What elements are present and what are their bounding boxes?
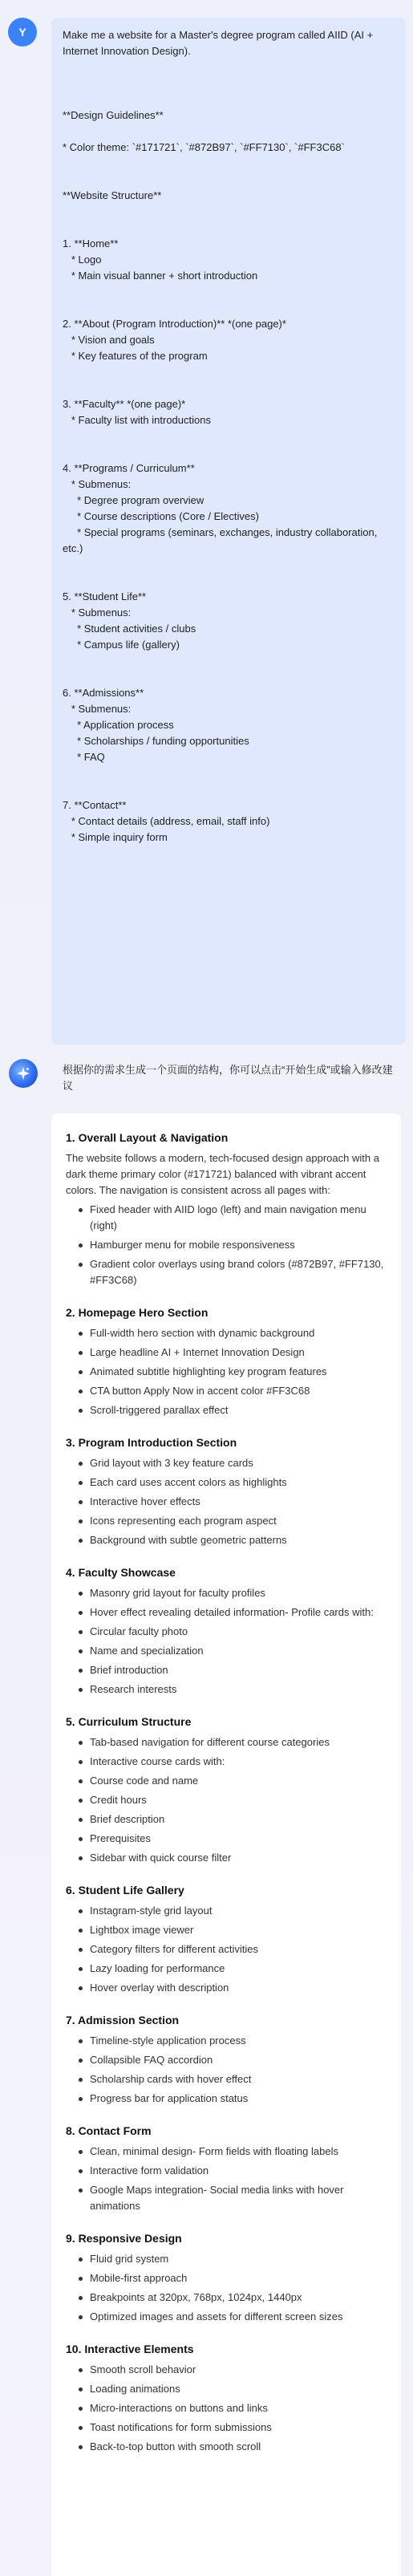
section-title: 8. Contact Form [66,2124,152,2137]
list-item: Timeline-style application process [90,2033,388,2049]
section-list [66,2362,388,2455]
section-list [66,1734,388,1866]
list-item: Hover effect revealing detailed information- Profile cards with: [90,1604,388,1621]
list-item: Large headline AI + Internet Innovation Design [90,1345,388,1361]
list-item: Lightbox image viewer [90,1922,388,1938]
list-item: Toast notifications for form submissions [90,2420,388,2436]
section-list [66,1455,388,1548]
list-item: Mobile-first approach [90,2270,388,2286]
list-item: Category filters for different activities [90,1941,388,1957]
list-item: Lazy loading for performance [90,1961,388,1977]
list-item: Loading animations [90,2381,388,2397]
list-item: Brief description [90,1811,388,1828]
list-item: Scroll-triggered parallax effect [90,1402,388,1418]
list-item: Hamburger menu for mobile responsiveness [90,1237,388,1253]
list-item: Interactive form validation [90,2163,388,2179]
list-item: Full-width hero section with dynamic background [90,1325,388,1341]
list-item: Interactive course cards with: [90,1754,388,1770]
section-list [66,2251,388,2325]
list-item: Back-to-top button with smooth scroll [90,2439,388,2455]
section-list [66,1325,388,1418]
list-item: Brief introduction [90,1662,388,1678]
section-title: 7. Admission Section [66,2014,180,2026]
section-title: 10. Interactive Elements [66,2343,194,2355]
list-item: Instagram-style grid layout [90,1903,388,1919]
list-item: Sidebar with quick course filter [90,1850,388,1866]
list-item: Course code and name [90,1773,388,1789]
assistant-intro-text: 根据你的需求生成一个页面的结构，你可以点击“开始生成”或输入修改建议 [63,1064,393,1092]
list-item: Google Maps integration- Social media links with hover animations [90,2182,388,2214]
section-title: 1. Overall Layout & Navigation [66,1131,229,1144]
section-list [66,1903,388,1996]
sparkle-icon [14,1065,32,1082]
list-item: Progress bar for application status [90,2091,388,2107]
section-list [66,1202,388,1288]
section-title: 3. Program Introduction Section [66,1436,237,1449]
section-title: 5. Curriculum Structure [66,1715,192,1728]
user-message-bubble [51,18,406,1045]
list-item: Circular faculty photo [90,1624,388,1640]
assistant-avatar [9,1059,38,1088]
list-item: Animated subtitle highlighting key program features [90,1364,388,1380]
list-item: Scholarship cards with hover effect [90,2071,388,2087]
list-item: Research interests [90,1681,388,1698]
list-item: Tab-based navigation for different course categories [90,1734,388,1750]
list-item: Credit hours [90,1792,388,1808]
assistant-plan-card [51,1114,401,2576]
section-title: 6. Student Life Gallery [66,1884,184,1897]
user-avatar: Y [8,18,37,47]
list-item: Clean, minimal design- Form fields with floating labels [90,2144,388,2160]
user-message-text: Make me a website for a Master's degree program called AIID (AI + Internet Innovation Design). **Design Guidelines** * Color theme: `#171721`, `#872B97`, `#FF7130`, `#FF3C68` **Website Structure** 1. **Home** * Logo * Main visual banner + short introduction 2. **About (Program Introduction)** *(one page)* * Vision and goals * Key features of the program 3. **Faculty** *(one page)* * Faculty list with introductions 4. **Programs / Curriculum** * Submenus: * Degree program overview * Course descriptions (Core / Electives) * Special programs (seminars, exchanges, industry collaboration, etc.) 5. **Student Life** * Submenus: * Student activities / clubs * Campus life (gallery) 6. **Admissions** * Submenus: * Application process * Scholarships / funding opportunities * FAQ 7. **Contact** * Contact details (address, email, staff info) * Simple inquiry form [63,29,378,843]
list-item: CTA button Apply Now in accent color #FF3C68 [90,1383,388,1399]
list-item: Grid layout with 3 key feature cards [90,1455,388,1471]
list-item: Smooth scroll behavior [90,2362,388,2378]
section-list [66,2033,388,2107]
section-list [66,1585,388,1698]
list-item: Icons representing each program aspect [90,1513,388,1529]
list-item: Masonry grid layout for faculty profiles [90,1585,388,1601]
section-title: 2. Homepage Hero Section [66,1306,209,1319]
list-item: Optimized images and assets for different screen sizes [90,2309,388,2325]
list-item: Interactive hover effects [90,1494,388,1510]
list-item: Micro-interactions on buttons and links [90,2400,388,2416]
list-item: Gradient color overlays using brand colors (#872B97, #FF7130, #FF3C68) [90,1256,388,1288]
list-item: Fluid grid system [90,2251,388,2267]
list-item: Breakpoints at 320px, 768px, 1024px, 1440px [90,2290,388,2306]
list-item: Name and specialization [90,1643,388,1659]
list-item: Fixed header with AIID logo (left) and main navigation menu (right) [90,1202,388,1234]
list-item: Each card uses accent colors as highlights [90,1475,388,1491]
list-item: Background with subtle geometric patterns [90,1532,388,1548]
section-title: 4. Faculty Showcase [66,1566,176,1579]
section-title: 9. Responsive Design [66,2232,182,2245]
list-item: Prerequisites [90,1831,388,1847]
list-item: Hover overlay with description [90,1980,388,1996]
list-item: Collapsible FAQ accordion [90,2052,388,2068]
section-paragraph: The website follows a modern, tech-focused design approach with a dark theme primary color (#171721) balanced with vibrant accent colors. The navigation is consistent across all pages with: [66,1152,379,1196]
section-list [66,2144,388,2214]
